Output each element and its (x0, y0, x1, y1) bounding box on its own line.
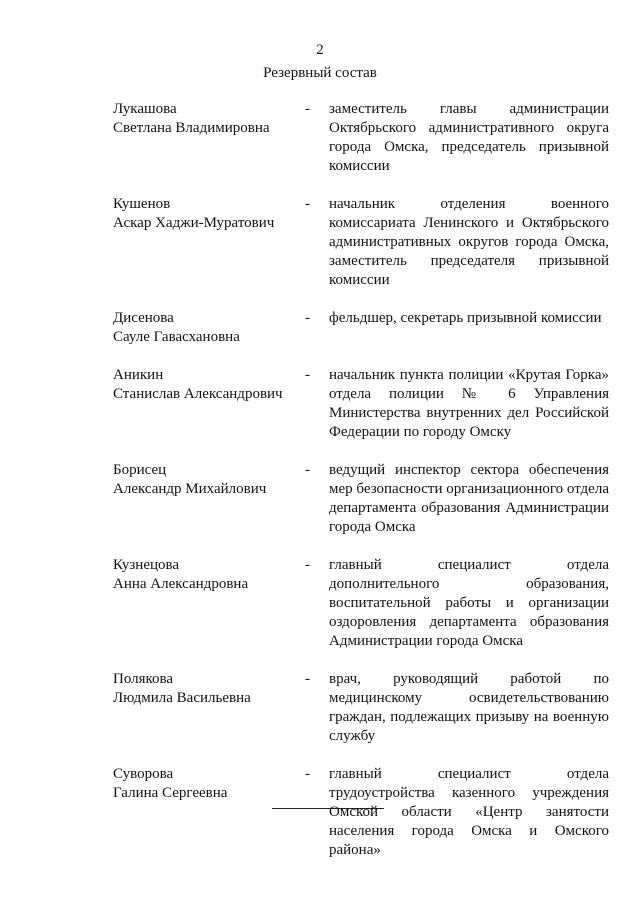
member-given-names: Галина Сергеевна (113, 785, 228, 801)
member-row (113, 100, 613, 176)
member-given-names: Светлана Владимировна (113, 120, 270, 136)
member-row (113, 670, 613, 746)
member-role: начальник пункта полиции «Крутая Горка» отдела полиции № 6 Управления Министерства внутренних дел Российской Федерации по городу Омску (329, 367, 609, 440)
page-number: 2 (316, 42, 324, 58)
member-given-names: Анна Александровна (113, 576, 249, 592)
member-given-names: Станислав Александрович (113, 386, 283, 402)
member-list (113, 100, 613, 860)
member-given-names: Людмила Васильевна (113, 690, 251, 706)
dash-separator: - (305, 367, 310, 383)
member-surname: Суворова (113, 766, 174, 782)
member-name (113, 309, 305, 347)
member-row (113, 195, 613, 290)
member-name (113, 556, 305, 651)
member-given-names: Александр Михайлович (113, 481, 267, 497)
member-role: главный специалист отдела трудоустройства казенного учреждения Омской области «Центр занятости населения города Омска и Омского района» (329, 766, 609, 858)
member-surname: Дисенова (113, 310, 174, 326)
member-role: ведущий инспектор сектора обеспечения мер безопасности организационного отдела департамента образования Администрации города Омска (329, 462, 609, 535)
member-name (113, 100, 305, 176)
member-surname: Лукашова (113, 101, 177, 117)
member-role: врач, руководящий работой по медицинскому освидетельствованию граждан, подлежащих призыву на военную службу (329, 671, 609, 744)
member-name (113, 670, 305, 746)
member-surname: Борисец (113, 462, 167, 478)
member-role: главный специалист отдела дополнительного образования, воспитательной работы и организации оздоровления департамента образования Администрации города Омска (329, 557, 609, 649)
dash-separator: - (305, 671, 310, 687)
dash-separator: - (305, 462, 310, 478)
member-name (113, 765, 305, 860)
dash-separator: - (305, 557, 310, 573)
member-name (113, 195, 305, 290)
member-surname: Аникин (113, 367, 164, 383)
dash-separator: - (305, 196, 310, 212)
dash-separator: - (305, 310, 310, 326)
member-row (113, 765, 613, 860)
member-row (113, 309, 613, 347)
dash-separator: - (305, 766, 310, 782)
member-row (113, 461, 613, 537)
member-row (113, 366, 613, 442)
member-role: начальник отделения военного комиссариата Ленинского и Октябрьского административных округов города Омска, заместитель председателя призывной комиссии (329, 196, 609, 288)
member-name (113, 366, 305, 442)
member-surname: Кузнецова (113, 557, 180, 573)
member-surname: Кушенов (113, 196, 171, 212)
member-row (113, 556, 613, 651)
member-given-names: Аскар Хаджи-Муратович (113, 215, 275, 231)
member-given-names: Сауле Гавасхановна (113, 329, 240, 345)
closing-divider (272, 808, 384, 809)
member-role: фельдшер, секретарь призывной комиссии (329, 310, 602, 326)
member-role: заместитель главы администрации Октябрьского административного округа города Омска, председатель призывной комиссии (329, 101, 609, 174)
member-name (113, 461, 305, 537)
section-title: Резервный состав (263, 65, 377, 81)
member-surname: Полякова (113, 671, 174, 687)
dash-separator: - (305, 101, 310, 117)
